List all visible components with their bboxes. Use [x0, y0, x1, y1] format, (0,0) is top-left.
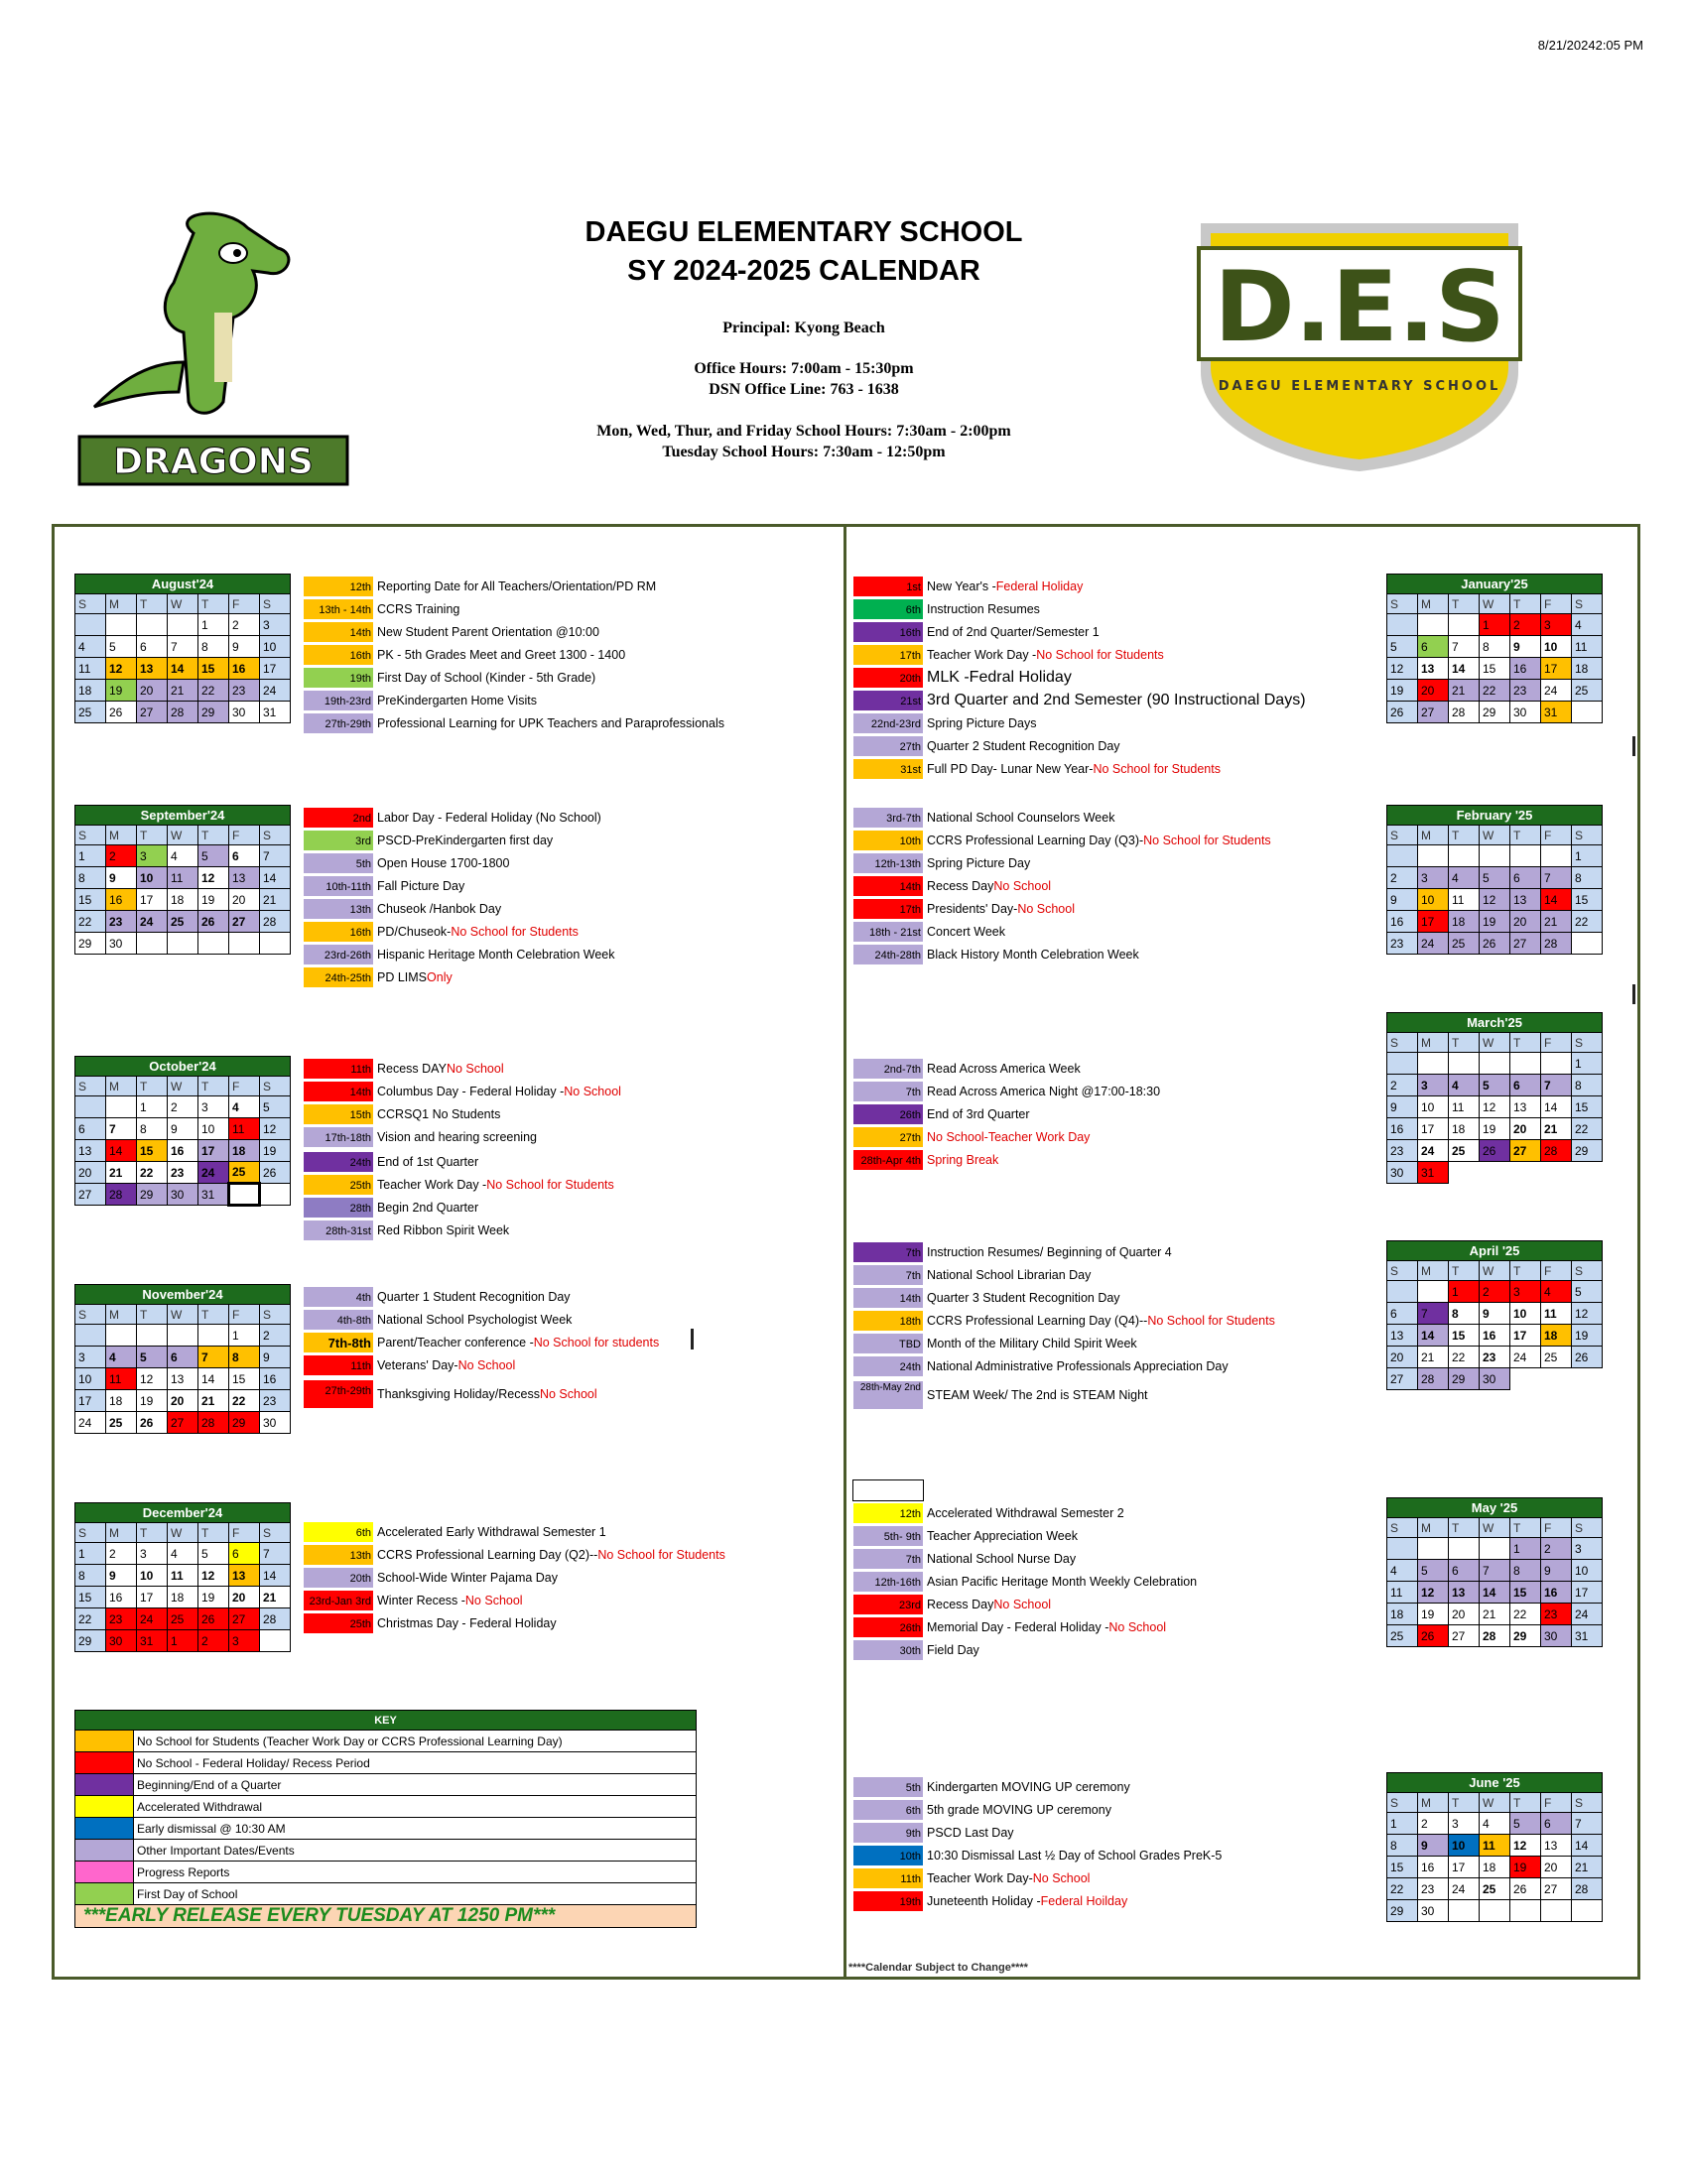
event-row: 13th CCRS Professional Learning Day (Q2)-- No School for Students: [303, 1544, 725, 1566]
event-row: 23rd-Jan 3rd Winter Recess - No School: [303, 1590, 523, 1611]
school-hours-2: Tuesday School Hours: 7:30am - 12:50pm: [662, 444, 946, 460]
event-row: 9th PSCD Last Day: [852, 1822, 1014, 1844]
event-row: 13th - 14th CCRS Training: [303, 598, 459, 620]
event-row: 2nd Labor Day - Federal Holiday (No School): [303, 807, 601, 829]
calendar-december: December'24 S M T W T F S 1 2 3 4 5 6 7 8 9 10 11 12 13 14 15 16 17 18 19 20 21 22 23 24 25 26 27 28 29 30 31 1 2 3: [74, 1502, 291, 1652]
school-title: DAEGU ELEMENTARY SCHOOL SY 2024-2025 CALENDAR: [584, 216, 1023, 287]
event-row: 18th CCRS Professional Learning Day (Q4)-- No School for Students: [852, 1310, 1275, 1332]
calendar-august: August'24 S M T W T F S 1 2 3 4 5 6 7 8 9 10 11 12 13 14 15 16 17 18 19 20 21 22 23 24 25 26 27 28 29 30 31: [74, 574, 291, 723]
event-row: 25th Teacher Work Day - No School for Students: [303, 1174, 614, 1196]
event-row: 20th MLK -Fedral Holiday: [852, 667, 1072, 689]
event-row: 14th Recess Day No School: [852, 875, 1051, 897]
event-row: 13th Chuseok /Hanbok Day: [303, 898, 501, 920]
event-row: 6th 5th grade MOVING UP ceremony: [852, 1799, 1111, 1821]
event-row: 26th End of 3rd Quarter: [852, 1103, 1030, 1125]
event-row: 5th- 9th Teacher Appreciation Week: [852, 1525, 1078, 1547]
print-timestamp: 8/21/20242:05 PM: [1537, 38, 1643, 53]
event-row: TBD Month of the Military Child Spirit Week: [852, 1333, 1137, 1354]
calendar-march: March'25 S M T W T F S 1 2 3 4 5 6 7 8 9 10 11 12 13 14 15 16 17 18 19 20 21 22 23 24 25 26 27 28 29 30 31: [1386, 1012, 1603, 1184]
event-row: 16th PD/Chuseok- No School for Students: [303, 921, 579, 943]
event-row: 20th School-Wide Winter Pajama Day: [303, 1567, 558, 1589]
event-row: 4th Quarter 1 Student Recognition Day: [303, 1286, 571, 1308]
event-row: 19th-23rd PreKindergarten Home Visits: [303, 690, 537, 711]
event-row: 24th End of 1st Quarter: [303, 1151, 478, 1173]
event-row: 7th Instruction Resumes/ Beginning of Quarter 4: [852, 1241, 1172, 1263]
event-row: 15th CCRSQ1 No Students: [303, 1103, 500, 1125]
event-row: 27th Quarter 2 Student Recognition Day: [852, 735, 1120, 757]
event-row: 19th First Day of School (Kinder - 5th Grade): [303, 667, 595, 689]
event-row: 27th No School-Teacher Work Day: [852, 1126, 1090, 1148]
svg-text:D.E.S: D.E.S: [1214, 251, 1505, 364]
event-row: 28th-31st Red Ribbon Spirit Week: [303, 1220, 509, 1241]
color-key: KEY No School for Students (Teacher Work Day or CCRS Professional Learning Day) No School - Federal Holiday/ Recess Period Beginning/End of a Quarter Accelerated Withdrawal Early dismissal @ 10:30 AM Other Important Dates/Events Progress Reports First Day of School ***EARLY RELEASE EVERY TUESDAY AT 1250 PM***: [74, 1710, 697, 1928]
event-row: 24th-28th Black History Month Celebration Week: [852, 944, 1139, 965]
calendar-september: September'24 S M T W T F S 1 2 3 4 5 6 7 8 9 10 11 12 13 14 15 16 17 18 19 20 21 22 23 24 25 26 27 28 29 30: [74, 805, 291, 955]
event-row: 7th National School Nurse Day: [852, 1548, 1076, 1570]
event-row: 14th Columbus Day - Federal Holiday - No School: [303, 1081, 621, 1102]
event-row: 21st 3rd Quarter and 2nd Semester (90 Instructional Days): [852, 690, 1306, 711]
event-row: 16th End of 2nd Quarter/Semester 1: [852, 621, 1100, 643]
dragon-mascot-logo: [74, 203, 362, 491]
event-row: 28th Begin 2nd Quarter: [303, 1197, 478, 1219]
school-hours-1: Mon, Wed, Thur, and Friday School Hours: 7:30am - 2:00pm: [596, 423, 1011, 440]
event-row: 23rd-26th Hispanic Heritage Month Celebration Week: [303, 944, 614, 965]
event-row: 6th Instruction Resumes: [852, 598, 1040, 620]
event-row: 10th-11th Fall Picture Day: [303, 875, 464, 897]
event-row: 27th-29th Thanksgiving Holiday/Recess No School: [303, 1379, 597, 1409]
event-row: 18th - 21st Concert Week: [852, 921, 1005, 943]
calendar-february: February '25 S M T W T F S 1 2 3 4 5 6 7 8 9 10 11 12 13 14 15 16 17 18 19 20 21 22 23 24 25 26 27 28: [1386, 805, 1603, 955]
event-row: 5th Open House 1700-1800: [303, 852, 509, 874]
event-row: 12th Accelerated Withdrawal Semester 2: [852, 1502, 1124, 1524]
center-divider: [844, 524, 846, 1980]
des-shield-logo: [1191, 223, 1528, 471]
event-row: 11th Veterans' Day- No School: [303, 1354, 515, 1376]
svg-text:DRAGONS: DRAGONS: [113, 442, 314, 482]
svg-text:DAEGU ELEMENTARY SCHOOL: DAEGU ELEMENTARY SCHOOL: [1218, 379, 1501, 394]
event-row: 7th-8th Parent/Teacher conference - No School for students: [303, 1332, 659, 1353]
event-row: 30th Field Day: [852, 1639, 979, 1661]
calendar-january: January'25 S M T W T F S 1 2 3 4 5 6 7 8 9 10 11 12 13 14 15 16 17 18 19 20 21 22 23 24 25 26 27 28 29 30 31: [1386, 574, 1603, 723]
calendar-disclaimer: ****Calendar Subject to Change****: [848, 1962, 1028, 1974]
event-row: 12th-16th Asian Pacific Heritage Month Weekly Celebration: [852, 1571, 1197, 1593]
event-row: 24th-25th PD LIMS Only: [303, 966, 453, 988]
event-row: 17th Teacher Work Day - No School for Students: [852, 644, 1164, 666]
event-row: 31st Full PD Day- Lunar New Year- No School for Students: [852, 758, 1221, 780]
event-row: 4th-8th National School Psychologist Week: [303, 1309, 572, 1331]
event-row: [852, 1479, 924, 1501]
event-row: 5th Kindergarten MOVING UP ceremony: [852, 1776, 1130, 1798]
event-row: 26th Memorial Day - Federal Holiday - No School: [852, 1616, 1166, 1638]
event-row: 14th New Student Parent Orientation @10:00: [303, 621, 599, 643]
event-row: 27th-29th Professional Learning for UPK Teachers and Paraprofessionals: [303, 712, 724, 734]
event-row: 28th-May 2nd STEAM Week/ The 2nd is STEAM Night: [852, 1380, 1148, 1410]
dsn-line: DSN Office Line: 763 - 1638: [709, 381, 899, 398]
event-row: 17th-18th Vision and hearing screening: [303, 1126, 537, 1148]
event-row: 25th Christmas Day - Federal Holiday: [303, 1612, 557, 1634]
event-row: 7th National School Librarian Day: [852, 1264, 1091, 1286]
event-row: 3rd-7th National School Counselors Week: [852, 807, 1114, 829]
event-row: 3rd PSCD-PreKindergarten first day: [303, 830, 553, 851]
event-row: 19th Juneteenth Holiday - Federal Hoilday: [852, 1890, 1127, 1912]
event-row: 17th Presidents' Day- No School: [852, 898, 1075, 920]
event-row: 28th-Apr 4th Spring Break: [852, 1149, 998, 1171]
event-row: 24th National Administrative Professionals Appreciation Day: [852, 1355, 1229, 1377]
event-row: 10th CCRS Professional Learning Day (Q3)- No School for Students: [852, 830, 1271, 851]
event-row: 11th Teacher Work Day- No School: [852, 1867, 1090, 1889]
event-row: 12th-13th Spring Picture Day: [852, 852, 1030, 874]
event-row: 7th Read Across America Night @17:00-18:30: [852, 1081, 1160, 1102]
event-row: 10th 10:30 Dismissal Last ½ Day of School Grades PreK-5: [852, 1845, 1222, 1866]
event-row: 14th Quarter 3 Student Recognition Day: [852, 1287, 1120, 1309]
calendar-november: November'24 S M T W T F S 1 2 3 4 5 6 7 8 9 10 11 12 13 14 15 16 17 18 19 20 21 22 23 24 25 26 27 28 29 30: [74, 1284, 291, 1434]
event-row: 11th Recess DAY No School: [303, 1058, 504, 1080]
event-row: 12th Reporting Date for All Teachers/Orientation/PD RM: [303, 576, 656, 597]
event-row: 16th PK - 5th Grades Meet and Greet 1300 - 1400: [303, 644, 625, 666]
event-row: 23rd Recess Day No School: [852, 1594, 1051, 1615]
event-row: 1st New Year's - Federal Holiday: [852, 576, 1083, 597]
calendar-june: June '25 S M T W T F S 1 2 3 4 5 6 7 8 9 10 11 12 13 14 15 16 17 18 19 20 21 22 23 24 25 26 27 28 29 30: [1386, 1772, 1603, 1922]
calendar-october: October'24 S M T W T F S 1 2 3 4 5 6 7 8 9 10 11 12 13 14 15 16 17 18 19 20 21 22 23 24 25 26 27 28 29 30 31: [74, 1056, 291, 1207]
calendar-april: April '25 S M T W T F S 1 2 3 4 5 6 7 8 9 10 11 12 13 14 15 16 17 18 19 20 21 22 23 24 25 26 27 28 29 30: [1386, 1240, 1603, 1390]
event-row: 2nd-7th Read Across America Week: [852, 1058, 1081, 1080]
early-release-banner: ***EARLY RELEASE EVERY TUESDAY AT 1250 PM***: [75, 1905, 697, 1928]
event-row: 6th Accelerated Early Withdrawal Semester 1: [303, 1521, 606, 1543]
principal: Principal: Kyong Beach: [722, 320, 885, 336]
calendar-may: May '25 S M T W T F S 1 2 3 4 5 6 7 8 9 10 11 12 13 14 15 16 17 18 19 20 21 22 23 24 25 26 27 28 29 30 31: [1386, 1497, 1603, 1647]
office-hours: Office Hours: 7:00am - 15:30pm: [694, 360, 914, 377]
event-row: 22nd-23rd Spring Picture Days: [852, 712, 1036, 734]
